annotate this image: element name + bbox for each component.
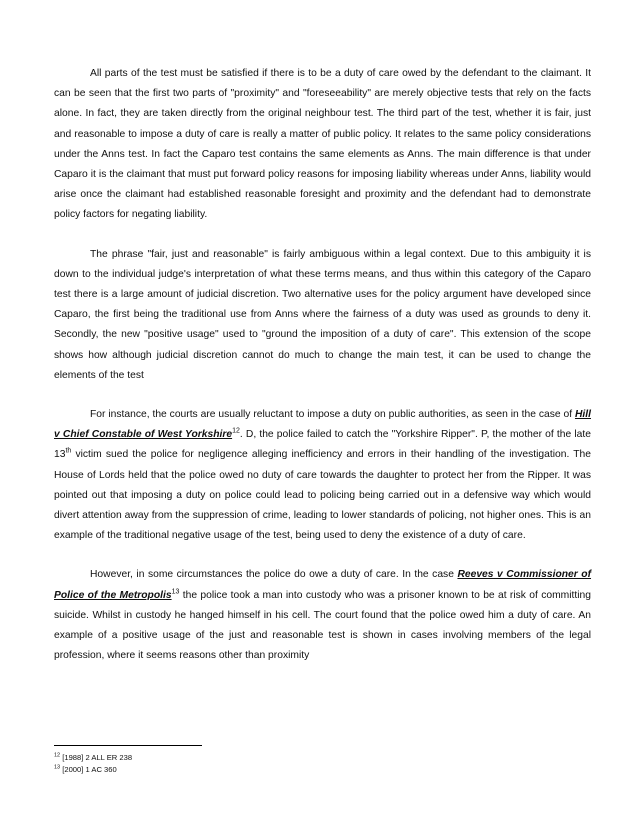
body-text xyxy=(54,64,591,685)
ordinal-suffix: th xyxy=(65,448,72,456)
footnote-divider xyxy=(54,745,202,746)
paragraph-4: However, in some circumstances the police do owe a duty of care. In the case Reeves v Commissioner of Police of the Metropolis$^{13}$ the police took a man into custody who was a prisoner known to be at risk of committing suicide. Whilst in custody he hanged himself in his cell. The court found that the police owed him a duty of care. An example of a positive usage of the just and reasonable test is shown in cases involving members of the legal profession, where it seems reasons other than proximity xyxy=(54,569,592,662)
footnote-12: $^{12}$ [1988] 2 ALL ER 238 xyxy=(54,752,133,762)
case-name-hill: Hill v Chief Constable of West Yorkshire xyxy=(54,409,591,441)
paragraph-1: All parts of the test must be satisfied if there is to be a duty of care owed by the defendant to the claimant. It can be seen that the first two parts of "proximity" and "foreseeability" are merely objective tests that rely on the facts alone. In fact, they are taken directly from the original neighbour test. The third part of the test, whether it is fair, just and reasonable to impose a duty of care is really a matter of public policy. It relates to the same policy considerations under the Anns test. In fact the Caparo test contains the same elements as Anns. The main difference is that under Caparo it is the claimant that must put forward policy reasons for imposing liability whereas under Anns, liability would arise once the claimant had established reasonable foresight and proximity and the defendant had to demonstrate policy factors for negating liability. xyxy=(54,68,591,221)
footnote-13: $^{13}$ [2000] 1 AC 360 xyxy=(54,764,117,774)
footnotes xyxy=(54,752,132,776)
paragraph-3: For instance, the courts are usually reluctant to impose a duty on public authorities, as seen in the case of Hill v Chief Constable of West Yorkshire$^{12}$. D, the police failed to catch the "Yorkshire Ripper". P, the mother of the late 13th victim sued the police for negligence alleging inefficiency and errors in their handling of the investigation. The House of Lords held that the police owed no duty of care towards the daughter to protect her from the Ripper. It was pointed out that imposing a duty on police could lead to policing being carried out in a defensive way which would divert attention away from the suppression of crime, leading to lower standards of policing, not higher ones. This is an example of the traditional negative usage of the test, being used to deny the existence of a duty of care. xyxy=(54,409,591,542)
paragraph-2: The phrase "fair, just and reasonable" is fairly ambiguous within a legal context. Due to this ambiguity it is down to the individual judge's interpretation of what these terms means, and thus within this category of the Caparo test there is a large amount of judicial discretion. Two alternative uses for the policy argument have developed since Caparo, the first being the traditional use from Anns where the fairness of a duty was used as grounds to deny it. Secondly, the new "positive usage" used to "ground the imposition of a duty of care". This extension of the scope shows how although judicial discretion cannot do much to change the main test, it can be used to change the elements of the test xyxy=(54,248,591,381)
footnote-ref-12: 12 xyxy=(232,427,240,435)
case-name-reeves: Reeves v Commissioner of Police of the Metropolis xyxy=(54,569,592,601)
footnote-ref-13: 13 xyxy=(171,588,180,596)
